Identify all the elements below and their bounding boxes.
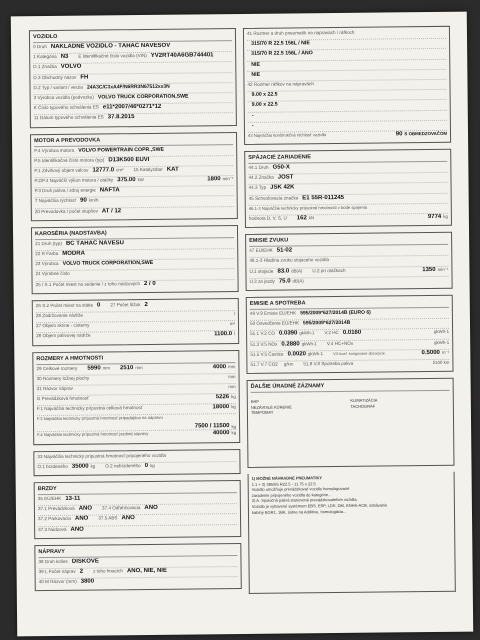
emisie-co-label: 51.1 V.2 CO xyxy=(250,330,275,337)
vozidlo-schvalenie-value: e11*2007/46*0271*12 xyxy=(102,103,162,111)
rozmery-suprava-label: F.4 Najväčšia technicky prípustná hmotnosť jazdnej súpravy xyxy=(37,431,149,438)
vozidlo-znacka-label: D.1 Značka xyxy=(33,64,57,70)
spojovacie-s-unit: kg xyxy=(443,213,448,219)
motor-section xyxy=(30,132,238,221)
pripojenie-section xyxy=(33,449,240,477)
napravy-section xyxy=(34,543,241,592)
spojovacie-section xyxy=(244,149,452,228)
spojovacie-schvalenie-label: 45 Schvaľovacia značka xyxy=(248,195,299,201)
motor-vyrobca-label: P.4 Výrobca motora xyxy=(34,147,75,153)
poznamky-l4: zaradenie pripojeného vozidla do kategórie... xyxy=(251,491,332,498)
pneu-r4-value: NIE xyxy=(251,71,261,78)
emisie-osvedcenie-label: 50 Osvedčenie EÚ/EHK xyxy=(249,320,300,327)
vozidlo-section xyxy=(29,28,237,128)
vozidlo-znacka-value: VOLVO xyxy=(60,64,82,71)
dalsie-col1-r1: EHP xyxy=(250,398,260,404)
brzdy-nudzova-label: 37.3 Núdzová xyxy=(38,526,67,532)
miesta-nadrz-label: 28 Zadržovanie nádrže xyxy=(35,312,83,319)
zvuk-l1-label: U.1 stojacie xyxy=(249,268,274,274)
emisie-hc-unit: gkWh-1 xyxy=(433,329,450,335)
vozidlo-kategoria-label: 1 Kategória xyxy=(33,54,57,60)
motor-vykon-value: 375.00 xyxy=(117,177,136,184)
right-column xyxy=(243,26,456,600)
rozmery-suprava-unit: kg xyxy=(231,430,237,436)
motor-otacky-unit: min⁻¹ xyxy=(222,176,234,182)
rozmery-sirka-unit: mm xyxy=(135,364,143,370)
motor-rychlost-value: 90 xyxy=(80,198,87,205)
vozidlo-vin-value: YV2RT40A6GB744401 xyxy=(150,52,214,60)
motor-prevodovka-label: 20 Prevodovka / počet stupňov xyxy=(34,208,98,214)
poznamky-l7: kabíny EGR1, 1BK, ústne na Additive, homologácia... xyxy=(251,508,347,515)
motor-palivo-value: NAFTA xyxy=(99,187,120,194)
rozmery-loz-plocha-label: 30 Rozmery ložnej plochy xyxy=(36,375,90,381)
karoseria-vyrobne-label: 24 Výrobné číslo xyxy=(35,271,70,277)
poznamky-l2: 1.1 + 2) 385/65 R22.5 - 11.75 x 22.5 xyxy=(251,480,316,487)
rozmery-sirka-value: 2510 xyxy=(119,364,134,371)
karoseria-vyrobca-value: VOLVO TRUCK CORPORATION,SWE xyxy=(62,260,154,268)
emisie-absorpcia-label: V.6 koef. korigované absorpcie xyxy=(333,351,385,356)
spojovacie-typ-value: JSK 42K xyxy=(270,184,295,192)
rozmery-pohotovostna-label: G Prevádzková hmotnosť xyxy=(36,395,89,402)
pneu-r8-value: - xyxy=(251,122,254,129)
motor-rychlost-unit: km/h xyxy=(88,197,99,204)
brzdy-es-label: 35 EÚ/EHK xyxy=(37,495,62,502)
emisie-co2-row xyxy=(250,360,449,371)
motor-typ-value: D13K500 EUVI xyxy=(108,156,150,164)
spojovacie-header: SPÁJACIE ZARIADENIE xyxy=(248,152,447,164)
emisie-nox-value: 0.2880 xyxy=(281,340,300,348)
emisie-co2-label: 51.7 V.7 CO2 xyxy=(250,361,278,367)
pneu-r5-value: 9.00 x 22.5 xyxy=(251,91,278,99)
spojovacie-znacka-label: 44.2 Značka xyxy=(248,174,274,181)
motor-typ-label: P.5 Identifikačné číslo motora (typ) xyxy=(34,157,105,163)
spojovacie-hodnota-row xyxy=(249,214,448,225)
pripojenie-label: 33 Najväčšia technicky prípustná hmotnosť pripojeného vozidla xyxy=(37,452,167,459)
pripojenie-brzdene-unit: kg xyxy=(90,463,96,469)
vozidlo-vyrobca-value: VOLVO TRUCK CORPORATION,SWE xyxy=(97,93,189,101)
emisie-predpis-label: 49 V.9 Emisie EÚ/EHK xyxy=(249,310,297,316)
rozmery-suprava-value: 40000 xyxy=(212,430,230,437)
emisie-nox-label: 51.3 V.5 NOx xyxy=(250,341,278,347)
vozidlo-druh-label: 0 Druh xyxy=(33,44,47,50)
emisie-section xyxy=(246,295,454,374)
emisie-spotreba-unit: l/100 km xyxy=(432,359,450,365)
vozidlo-datum-label: 11 Dátum typového schválenia ES xyxy=(33,114,104,121)
emisie-hcnox-label: V.4 HC+NOx xyxy=(326,340,354,346)
zvuk-l2-value: 1350 xyxy=(422,266,436,273)
dalsie-col1-r2: NEZÁVISLÉ KÚRENIE xyxy=(250,404,292,410)
dalsie-columns xyxy=(251,397,450,416)
rozmery-dlzka-label: 29 Celkové rozmery xyxy=(36,365,78,371)
rozmery-rozvor-unit: mm xyxy=(228,383,236,390)
rozmery-loz-plocha-unit: mm xyxy=(228,373,236,379)
left-column xyxy=(29,28,242,597)
emisie-nox-unit: gkWh-1 xyxy=(301,340,317,346)
motor-objem-value: 12777.0 xyxy=(92,167,115,174)
poznamky-section xyxy=(248,472,456,594)
miesta-hmotnost-row xyxy=(36,331,235,342)
brzdy-prevadzkova-value: ÁNO xyxy=(78,505,93,512)
pripojenie-brzdene-label: O.1 brzdeného xyxy=(37,463,68,469)
spojovacie-s-value: 9774 xyxy=(427,213,442,221)
emisie-header: EMISIE A SPOTREBA xyxy=(250,298,449,310)
brzdy-nudzova-row xyxy=(38,525,237,536)
pripojenie-nebrzdene-unit: kg xyxy=(150,462,155,468)
emisie-absorpcia-unit: m⁻¹ xyxy=(441,349,450,355)
motor-objem-label: P.1 Zdvihový objem valcov xyxy=(34,167,89,174)
dalsie-section xyxy=(247,378,455,468)
brzdy-odlahcovacia-value: ÁNO xyxy=(144,505,158,512)
vozidlo-datum-value: 37.8.2015 xyxy=(107,114,135,121)
motor-otacky-value: 1800 xyxy=(207,176,221,183)
pneu-r3-value: NIE xyxy=(251,61,260,68)
motor-katalyzator-value: KAT xyxy=(166,166,179,173)
dalsie-col2-r2: TACHOGRAF xyxy=(350,403,376,409)
emisie-absorpcia-value: 0.5000 xyxy=(421,349,440,356)
motor-vykon-label: P.2/P.4 Najväčší výkon motora / otáčky xyxy=(34,177,114,184)
brzdy-parkovacia-label: 37.2 Parkovacia xyxy=(38,516,72,522)
spojovacie-hodnota-unit: kN xyxy=(308,215,315,221)
vozidlo-druh-value: NÁKLADNÉ VOZIDLO - ŤAHAČ NÁVESOV xyxy=(50,42,171,50)
brzdy-nudzova-value: ÁNO xyxy=(70,526,84,533)
karoseria-farba-label: 22 R Farba xyxy=(35,250,59,257)
pneu-r2-value: 315/70 R 22.5 156L / ÁNO xyxy=(251,50,313,58)
karoseria-druh-value: BC ŤAHAČ NÁVESU xyxy=(65,240,125,247)
rozmery-section xyxy=(32,350,240,445)
poznamky-l5: 2) A. Spoločná palivá stanovené prevádzkovateľom vozidla, xyxy=(251,497,358,504)
spojovacie-hodnota-label: 46.1-3 Najväčšie technicky prípustné hmotnosti v bode spojenia xyxy=(248,204,368,211)
napravy-pocet-label: 39 L Počet náprav xyxy=(38,568,76,575)
brzdy-prevadzkova-label: 37.1 Prevádzková xyxy=(37,505,75,512)
zvuk-predpis-label: 47 EÚ/EHK xyxy=(249,247,273,254)
vozidlo-typ-value: 24A3C/C3xA4F/N6RR3N67512xx3N xyxy=(86,83,170,91)
emisie-co-unit: gkWh-1 xyxy=(299,330,315,336)
vozidlo-vin-label: E Identifikačné číslo vozidla (VIN) xyxy=(78,53,147,59)
poznamky-l1: 1) MOŽNÉ NÁHRADNÉ PNEUMATIKY xyxy=(251,475,323,481)
rozmery-dlzka-value: 5990 xyxy=(87,364,101,372)
rozmery-dlzka-unit: mm xyxy=(102,364,111,370)
vozidlo-obchodny-label: D.3 Obchodný názov xyxy=(33,74,77,80)
miesta-section xyxy=(32,298,239,346)
napravy-rozchod-value: 3800 xyxy=(80,578,95,585)
motor-prevodovka-row xyxy=(35,207,234,218)
emisie-co-value: 0.0390 xyxy=(278,330,298,337)
zvuk-predpis-value: 51-02 xyxy=(276,247,293,254)
pneu-vyhlaska-label: 43 Najväčšia konštrukčná rýchlosť vozidla xyxy=(247,131,326,138)
miesta-obsah-unit: m³ xyxy=(229,321,236,327)
pripojenie-values-row xyxy=(37,462,236,473)
spojovacie-druh-label: 44.1 Druh xyxy=(248,164,269,170)
dalsie-col1 xyxy=(251,398,351,416)
karoseria-miesta-label: 25 / S.1 Počet miest na sedenie / z toho núdzových xyxy=(35,280,141,287)
brzdy-header: BRZDY xyxy=(38,483,237,495)
zvuk-header: EMISIE ZVUKU xyxy=(249,235,448,247)
brzdy-parkovacia-value: ÁNO xyxy=(74,515,89,523)
motor-prevodovka-value: AT / 12 xyxy=(101,207,122,215)
poznamky-l6: Vozidlo je vybavené systémom EBS, ESP, LDS, DM, ENHS-ACB, odsávanie xyxy=(251,502,388,509)
miesta-hmotnost-value: 1100.0 xyxy=(214,331,233,338)
zvuk-l2-unit: min⁻¹ xyxy=(437,266,449,272)
motor-katalyzator-label: 15 Katalyzátor xyxy=(133,166,163,173)
emisie-hc-label: V.2 HC xyxy=(324,330,339,336)
zvuk-l2-label: U.2 pri otáčkach xyxy=(312,267,346,273)
vozidlo-header: VOZIDLO xyxy=(33,31,232,43)
emisie-castice-value: 0.0020 xyxy=(287,351,307,358)
zvuk-l3-row xyxy=(250,277,449,288)
rozmery-vyska-value: 4000 xyxy=(212,363,227,370)
dalsie-col2-r1: KLIMATIZÁCIA xyxy=(350,397,378,403)
emisie-co2-unit: g/km xyxy=(283,361,294,367)
motor-vykon-unit: kW xyxy=(137,177,144,183)
rozmery-max-value: 18000 xyxy=(212,404,230,411)
rozmery-napravy-unit: kg xyxy=(231,424,237,430)
miesta-nadrz-unit: l xyxy=(233,311,235,317)
emisie-spotreba-label: 51.8 V.8 Spotreba paliva xyxy=(303,360,354,367)
miesta-statie-label: 26 S.2 Počet miest na státie xyxy=(35,302,94,308)
dalsie-col1-r3: TEMPOMAT xyxy=(250,409,274,416)
spojovacie-druh-value: G50-X xyxy=(272,164,290,171)
document-sheet xyxy=(11,12,473,637)
emisie-osvedcenie-value: 595/2009*627/2014B xyxy=(302,319,351,327)
karoseria-header: KAROSÉRIA (NADSTAVBA) xyxy=(35,228,234,240)
brzdy-section xyxy=(34,480,242,539)
napravy-rozchod-row xyxy=(39,577,238,588)
miesta-hmotnost-unit: l xyxy=(234,331,236,337)
spojovacie-znacka-value: JOST xyxy=(277,174,294,181)
zvuk-l1-unit: dB(A) xyxy=(291,267,303,274)
karoseria-miesta-value: 2 / 0 xyxy=(143,280,156,287)
miesta-statie-value: 0 xyxy=(96,302,101,309)
miesta-obsah-label: 27 Objem skrine - cisterny xyxy=(35,322,90,329)
rozmery-header: ROZMERY A HMOTNOSTI xyxy=(36,353,235,365)
rozmery-pohotovostna-unit: kg xyxy=(231,394,236,400)
brzdy-odlahcovacia-label: 37.4 Odľahčovacia xyxy=(102,505,141,511)
zvuk-l1-value: 83.0 xyxy=(277,268,290,275)
napravy-hnane-value: ÁNO, NIE, NIE xyxy=(126,567,167,575)
pneu-label1: 41 Rozmer a druh pneumatík na nápravách / ráfkoch xyxy=(246,29,355,36)
pneu-vyhlaska-unit: S OBMEDZOVAČOM xyxy=(404,130,448,137)
dalsie-col2 xyxy=(350,397,450,415)
miesta-lozok-label: 27 Počet lôžok xyxy=(110,301,141,308)
karoseria-section xyxy=(31,225,239,294)
pripojenie-nebrzdene-label: O.2 nebrzdeného xyxy=(105,462,141,469)
napravy-druh-label: 38 Druh kolies xyxy=(38,558,68,564)
zvuk-l3-unit: dB(A) xyxy=(292,278,304,284)
zvuk-hladina-label: 48.1-3 Hladina zvuku stojaceho vozidla xyxy=(249,257,330,264)
vozidlo-typ-label: D.2 Typ / variant / verzia xyxy=(33,84,83,90)
pneu-r1-value: 315/70 R 22.5 156L / NIE xyxy=(251,40,310,48)
motor-objem-unit: cm³ xyxy=(116,167,124,173)
emisie-castice-unit: gkWh-1 xyxy=(307,350,324,356)
zvuk-l3-label: U.3 za jazdy xyxy=(249,278,275,284)
miesta-hmotnost-label: 28 Objem palivovej nádrže xyxy=(36,332,91,339)
napravy-header: NÁPRAVY xyxy=(38,546,237,558)
emisie-castice-label: 51.5 V.5 Častice xyxy=(250,351,284,357)
pneu-label2: 42 Rozmer ráfikov na nápravách xyxy=(247,81,314,87)
motor-header: MOTOR A PREVODOVKA xyxy=(34,135,233,147)
motor-palivo-label: P.3 Druh paliva / zdroj energie xyxy=(34,187,96,194)
napravy-rozchod-label: 40 M Rázvor (mm) xyxy=(38,578,77,585)
emisie-predpis-value: 595/2009*627/2014B (EURO 6) xyxy=(300,309,371,317)
pneu-r6-value: 9.00 x 22.5 xyxy=(251,101,278,109)
emisie-hcnox-unit: gkWh-1 xyxy=(434,339,450,345)
pneu-r7-value: - xyxy=(251,112,254,119)
rozmery-napravy-value: 7500 / 11500 xyxy=(194,423,230,430)
rozmery-rozvor-label: 31 Rázvor náprav xyxy=(36,385,73,392)
pripojenie-brzdene-value: 35000 xyxy=(71,463,89,470)
rozmery-vyska-unit: mm xyxy=(228,363,236,369)
spojovacie-schvalenie-value: E1 55R-011245 xyxy=(302,194,345,201)
napravy-druh-value: DISKOVÉ xyxy=(71,558,99,565)
zvuk-section xyxy=(245,232,453,291)
vozidlo-obchodny-value: FH xyxy=(80,74,89,81)
pneu-section xyxy=(243,26,451,145)
emisie-hc-value: 0.0160 xyxy=(342,330,362,337)
vozidlo-vyrobca-label: 3 Výrobca vozidla (podvozku) xyxy=(33,94,94,101)
karoseria-vyrobca-label: 23 Výrobca xyxy=(35,261,59,267)
spojovacie-hodnota-label2: hodnota D, V, S, U xyxy=(248,215,287,221)
brzdy-abs-value: ÁNO xyxy=(121,515,135,522)
rozmery-napravy-label: F.3 Najväčšia technicky prípustná hmotnosť pripadajúca na nápravu xyxy=(36,415,163,422)
napravy-hnane-label: z toho hnacích xyxy=(93,568,123,574)
brzdy-abs-label: 37.5 ABS xyxy=(98,515,118,521)
rozmery-max-label: F.1 Najväčšia technicky prípustná celková hmotnosť xyxy=(36,405,143,412)
pneu-vyhlaska-row xyxy=(248,131,447,142)
rozmery-pohotovostna-value: 5226 xyxy=(215,394,230,401)
vozidlo-kategoria-value: N3 xyxy=(60,53,69,61)
dalsie-header: ĎALŠIE ÚRADNÉ ZÁZNAMY xyxy=(251,381,450,393)
zvuk-l3-value: 75.0 xyxy=(278,278,291,285)
napravy-pocet-value: 2 xyxy=(79,568,84,575)
pneu-vyhlaska-value: 90 xyxy=(395,131,403,138)
vozidlo-schvalenie-label: K Číslo typového schválenia ES xyxy=(33,104,99,111)
spojovacie-typ-label: 44.3 Typ xyxy=(248,185,267,191)
motor-vyrobca-value: VOLVO POWERTRAIN COPR.,SWE xyxy=(78,146,165,154)
miesta-lozok-value: 2 xyxy=(144,301,148,308)
pripojenie-nebrzdene-value: 0 xyxy=(144,462,149,469)
rozmery-suprava-row xyxy=(37,431,236,442)
rozmery-max-unit: kg xyxy=(231,404,236,410)
motor-rychlost-label: T Najväčšia rýchlosť xyxy=(34,198,77,204)
spojovacie-hodnota-value: 162 xyxy=(296,215,307,222)
poznamky-l3: Vozidlo umožňuje prevádzkovať vozidlo homologované xyxy=(251,486,350,493)
brzdy-es-value: 13-11 xyxy=(65,495,81,502)
karoseria-druh-label: 21 Druh (typ) xyxy=(35,240,62,246)
karoseria-farba-value: MODRÁ xyxy=(62,250,85,257)
vozidlo-datum-row xyxy=(34,113,233,124)
karoseria-miesta-row xyxy=(36,280,235,291)
